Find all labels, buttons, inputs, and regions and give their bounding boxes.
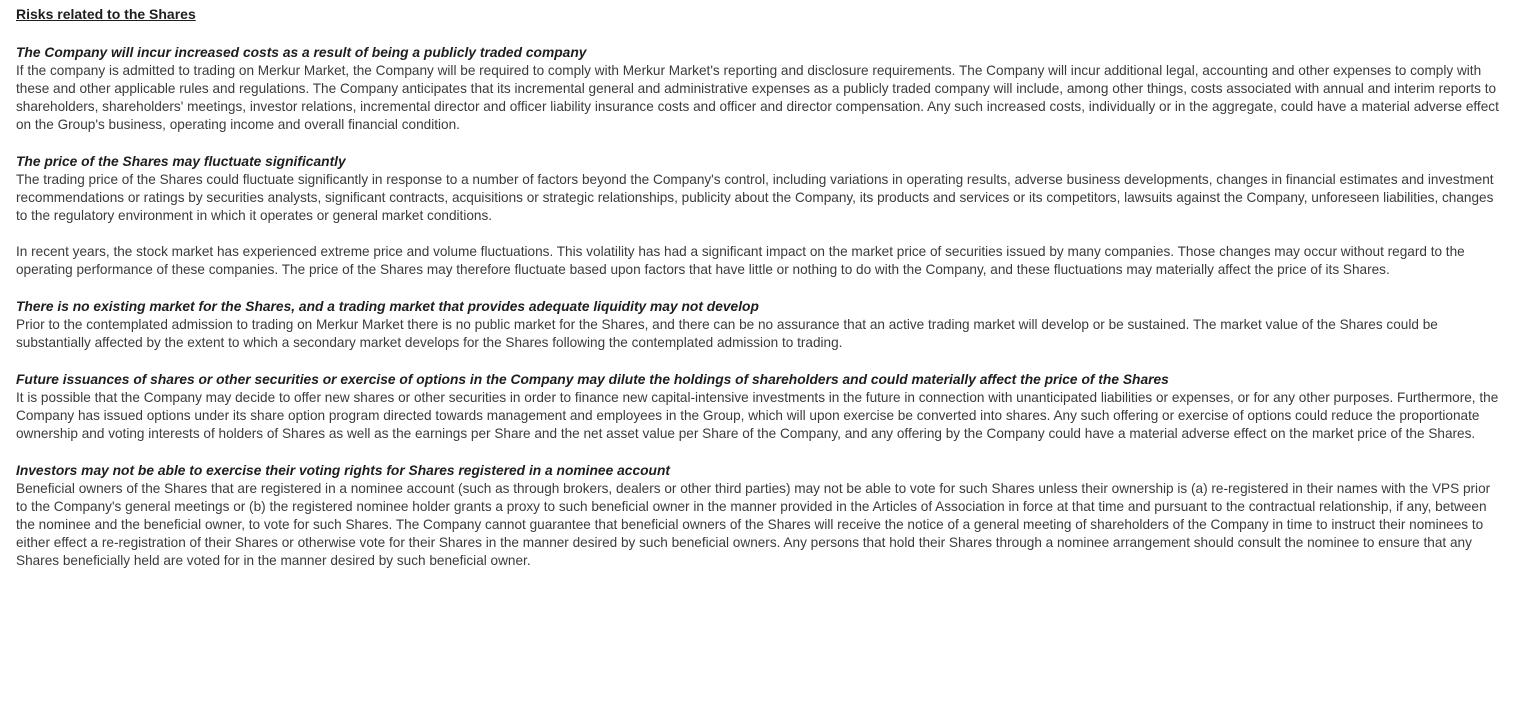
- section-paragraph: Beneficial owners of the Shares that are registered in a nominee account (such as through brokers, dealers or other third parties) may not be able to vote for such Shares unless their ownership is (a) re-registered in their names with the VPS prior to the Company's general meetings or (b) the registered nominee holder grants a proxy to such beneficial owner in the manner provided in the Articles of Association in force at that time and pursuant to the contractual relationship, if any, between the nominee and the beneficial owner, to vote for such Shares. The Company cannot guarantee that beneficial owners of the Shares will receive the notice of a general meeting of shareholders of the Company in time to instruct their nominees to either effect a re-registration of their Shares or otherwise vote for their Shares in the manner desired by such beneficial owners. Any persons that hold their Shares through a nominee arrangement should consult the nominee to ensure that any Shares beneficially held are voted for in the manner desired by such beneficial owner.: [16, 481, 1491, 568]
- section-paragraph: It is possible that the Company may decide to offer new shares or other securities in order to finance new capital-intensive investments in the future in connection with unanticipated liabilities or expenses, or for any other purposes. Furthermore, the Company has issued options under its share option program directed towards management and employees in the Group, which will upon exercise be converted into shares. Any such offering or exercise of options could reduce the proportionate ownership and voting interests of holders of Shares as well as the earnings per Share and the net asset value per Share of the Company, and any offering by the Company could have a material adverse effect on the market price of the Shares.: [16, 390, 1499, 441]
- section-paragraph: Prior to the contemplated admission to trading on Merkur Market there is no public market for the Shares, and there can be no assurance that an active trading market will develop or be sustained. The market value of the Shares could be substantially affected by the extent to which a secondary market develops for the Shares following the contemplated admission to trading.: [16, 317, 1438, 350]
- section-heading: There is no existing market for the Shares, and a trading market that provides adequate liquidity may not develop: [16, 299, 759, 314]
- risk-section: [16, 44, 1505, 134]
- risk-section: [16, 298, 1505, 352]
- risk-section: [16, 153, 1505, 279]
- risk-section: [16, 462, 1505, 570]
- section-heading: Investors may not be able to exercise their voting rights for Shares registered in a nominee account: [16, 463, 671, 478]
- page-title: Risks related to the Shares: [16, 6, 196, 22]
- risk-section: [16, 371, 1505, 443]
- section-paragraph: If the company is admitted to trading on Merkur Market, the Company will be required to comply with Merkur Market's reporting and disclosure requirements. The Company will incur additional legal, accounting and other expenses to comply with these and other applicable rules and regulations. The Company anticipates that its incremental general and administrative expenses as a publicly traded company will include, among other things, costs associated with annual and interim reports to shareholders, shareholders' meetings, investor relations, incremental director and officer liability insurance costs and officer and director compensation. Any such increased costs, individually or in the aggregate, could have a material adverse effect on the Group's business, operating income and overall financial condition.: [16, 63, 1499, 132]
- section-heading: The price of the Shares may fluctuate significantly: [16, 154, 346, 169]
- sections-container: [16, 44, 1505, 570]
- section-heading: The Company will incur increased costs as a result of being a publicly traded company: [16, 45, 587, 60]
- section-heading: Future issuances of shares or other securities or exercise of options in the Company may dilute the holdings of shareholders and could materially affect the price of the Shares: [16, 372, 1169, 387]
- section-paragraph: The trading price of the Shares could fluctuate significantly in response to a number of factors beyond the Company's control, including variations in operating results, adverse business developments, changes in financial estimates and investment recommendations or ratings by securities analysts, significant contracts, acquisitions or strategic relationships, publicity about the Company, its products and services or its competitors, lawsuits against the Company, unforeseen liabilities, changes to the regulatory environment in which it operates or general market conditions.: [16, 172, 1494, 223]
- section-paragraph: In recent years, the stock market has experienced extreme price and volume fluctuations. This volatility has had a significant impact on the market price of securities issued by many companies. Those changes may occur without regard to the operating performance of these companies. The price of the Shares may therefore fluctuate based upon factors that have little or nothing to do with the Company, and these fluctuations may materially affect the price of its Shares.: [16, 244, 1465, 277]
